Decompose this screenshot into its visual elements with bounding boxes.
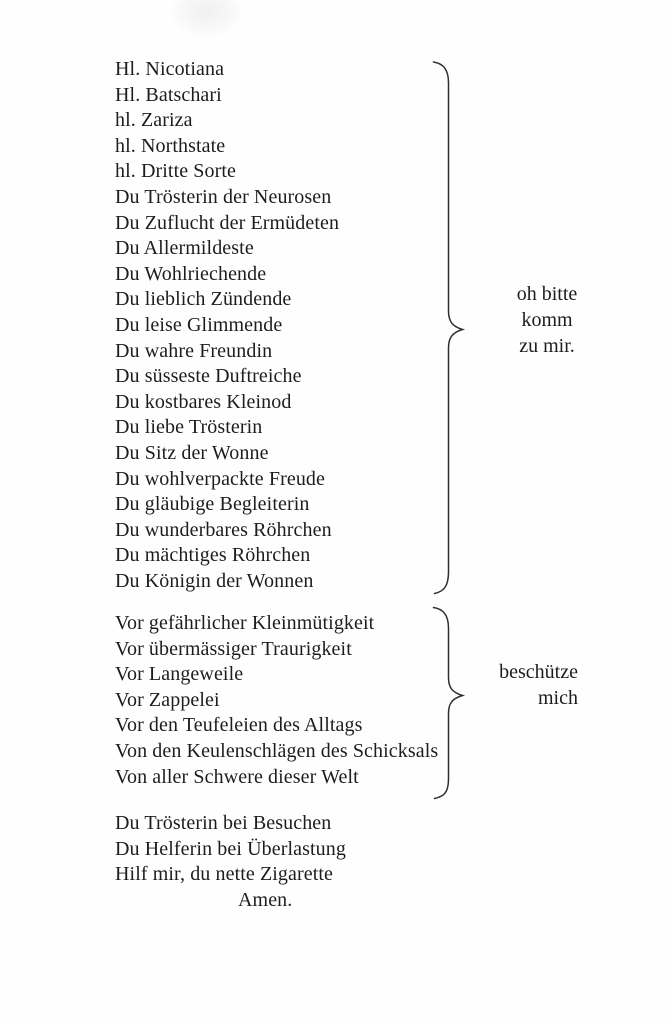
stanza-protections: [115, 611, 438, 790]
annotation-beschuetze: [499, 660, 578, 712]
poem-line: Du kostbares Kleinod: [115, 390, 292, 413]
annotation-line: zu mir.: [519, 334, 575, 357]
poem-line: Du Trösterin bei Besuchen: [115, 812, 332, 834]
brace-1-icon: [434, 62, 463, 594]
poem-line: Du süsseste Duftreiche: [115, 365, 302, 388]
poem-line: Hl. Nicotiana: [115, 58, 225, 80]
poem-line: Von den Keulenschlägen des Schicksals: [115, 739, 439, 762]
poem-line: Du Trösterin der Neurosen: [115, 185, 332, 208]
poem-line: Du Sitz der Wonne: [115, 441, 269, 464]
poem-line: hl. Northstate: [115, 134, 226, 157]
poem-line: Du leise Glimmende: [115, 313, 283, 336]
poem-line: Vor Langeweile: [115, 663, 244, 686]
poem-line: Du mächtiges Röhrchen: [115, 544, 311, 567]
poem-line: hl. Dritte Sorte: [115, 160, 237, 183]
closing-lines: [115, 811, 346, 888]
poem-line: Du Wohlriechende: [115, 262, 267, 285]
annotation-line: komm: [521, 308, 573, 331]
poem-line: Du liebe Trösterin: [115, 416, 263, 439]
poem-line: Vor gefährlicher Kleinmütigkeit: [115, 612, 375, 634]
scan-artifact: [172, 0, 242, 36]
poem-line: Du Helferin bei Überlastung: [115, 837, 346, 860]
stanza-invocations: [115, 57, 339, 594]
poem-line: Hl. Batschari: [115, 83, 222, 106]
poem-line: Du wunderbares Röhrchen: [115, 518, 332, 541]
annotation-line: mich: [538, 686, 578, 709]
poem-line: Du Zuflucht der Ermüdeten: [115, 211, 340, 234]
annotation-oh-bitte: [487, 282, 607, 359]
poem-line: Du wahre Freundin: [115, 339, 273, 362]
poem-line: Du Allermildeste: [115, 237, 254, 260]
poem-line: Vor den Teufeleien des Alltags: [115, 714, 363, 737]
poem-line: Hilf mir, du nette Zigarette: [115, 863, 334, 886]
amen-line: Amen.: [238, 888, 293, 911]
poem-line: Vor Zappelei: [115, 688, 220, 711]
poem-line: Du wohlverpackte Freude: [115, 467, 326, 490]
annotation-line: beschütze: [499, 661, 578, 683]
poem-line: hl. Zariza: [115, 109, 193, 132]
poem-line: Vor übermässiger Traurigkeit: [115, 637, 352, 660]
poem-line: Du lieblich Zündende: [115, 288, 292, 311]
poem-line: Du gläubige Begleiterin: [115, 493, 310, 516]
stanza-closing: [115, 811, 346, 913]
annotation-line: oh bitte: [516, 283, 578, 305]
poem-line: Du Königin der Wonnen: [115, 569, 314, 592]
poem-line: Von aller Schwere dieser Welt: [115, 765, 359, 788]
